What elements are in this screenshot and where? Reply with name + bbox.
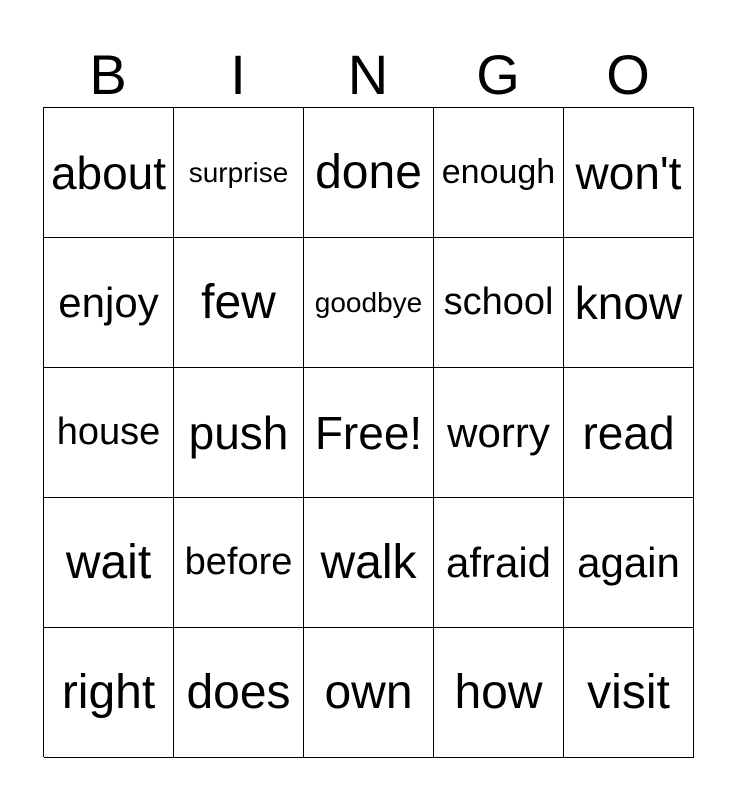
bingo-cell: afraid	[434, 498, 564, 628]
bingo-cell: won't	[564, 108, 694, 238]
bingo-cell: surprise	[174, 108, 304, 238]
bingo-cell: enjoy	[44, 238, 174, 368]
bingo-cell: goodbye	[304, 238, 434, 368]
bingo-cell: how	[434, 628, 564, 758]
bingo-cell: enough	[434, 108, 564, 238]
bingo-cell: wait	[44, 498, 174, 628]
header-letter-b: B	[89, 43, 127, 106]
bingo-cell: about	[44, 108, 174, 238]
bingo-cell: own	[304, 628, 434, 758]
bingo-cell: before	[174, 498, 304, 628]
bingo-cell: visit	[564, 628, 694, 758]
bingo-cell: read	[564, 368, 694, 498]
header-letter-i: I	[230, 43, 246, 106]
bingo-cell: again	[564, 498, 694, 628]
header-letter-o: O	[606, 43, 650, 106]
bingo-cell: does	[174, 628, 304, 758]
bingo-header	[43, 42, 693, 108]
header-letter-g: G	[476, 43, 520, 106]
bingo-cell: house	[44, 368, 174, 498]
bingo-cell: worry	[434, 368, 564, 498]
bingo-grid	[43, 107, 694, 757]
bingo-cell: right	[44, 628, 174, 758]
bingo-cell: done	[304, 108, 434, 238]
bingo-cell: push	[174, 368, 304, 498]
bingo-cell: few	[174, 238, 304, 368]
bingo-cell: school	[434, 238, 564, 368]
free-space-cell: Free!	[304, 368, 434, 498]
bingo-cell: know	[564, 238, 694, 368]
header-letter-n: N	[347, 43, 389, 106]
bingo-cell: walk	[304, 498, 434, 628]
